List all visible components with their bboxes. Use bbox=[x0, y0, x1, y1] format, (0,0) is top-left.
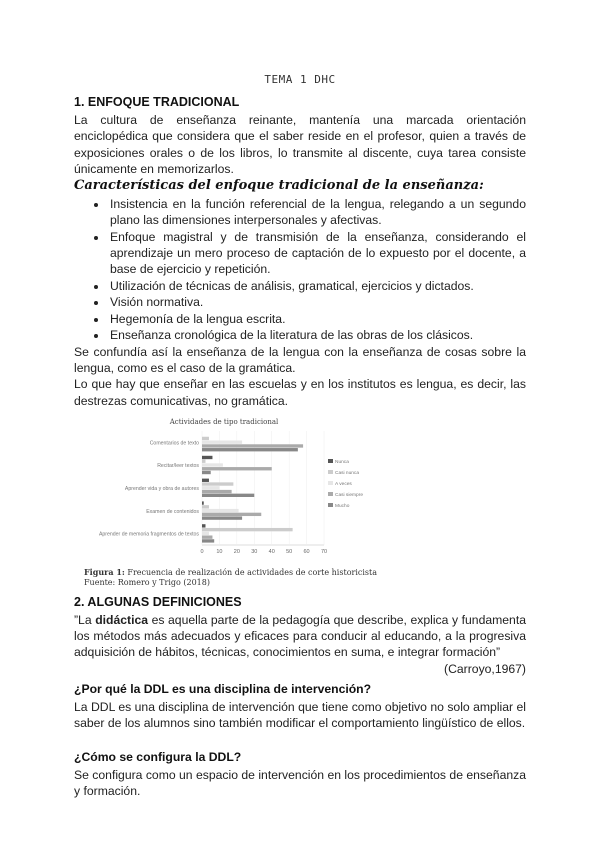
y-category-label: Aprender de memoria fragmentos de textos bbox=[98, 531, 199, 538]
bar bbox=[202, 479, 209, 482]
x-tick-label: 40 bbox=[268, 549, 275, 556]
y-category-label: Comentarios de texto bbox=[149, 440, 199, 447]
bar bbox=[202, 444, 303, 447]
x-tick-label: 20 bbox=[233, 549, 240, 556]
activities-chart bbox=[84, 415, 364, 567]
y-category-label: Recitar/leer textos bbox=[157, 463, 199, 470]
legend-label: Mucho bbox=[335, 504, 350, 510]
document-page bbox=[74, 72, 526, 800]
quote-open: ”La bbox=[74, 612, 96, 627]
bar bbox=[202, 539, 214, 542]
bar bbox=[202, 486, 219, 489]
legend-label: Casi nunca bbox=[335, 471, 359, 477]
answer-2: Se configura como un espacio de intervención en los procedimientos de enseñanza y formación. bbox=[74, 767, 526, 799]
bar bbox=[202, 509, 239, 512]
answer-1: La DDL es una disciplina de intervención que tiene como objetivo no solo ampliar el saber de los alumnos sino también modificar el comportamiento lingüístico de ellos. bbox=[74, 699, 526, 730]
question-1: ¿Por qué la DDL es una disciplina de intervención? bbox=[74, 682, 372, 697]
bar bbox=[202, 528, 293, 531]
list-item: • Utilización de técnicas de análisis, gramatical, ejercicios y dictados. bbox=[108, 278, 526, 294]
bar bbox=[202, 494, 254, 497]
legend-swatch bbox=[328, 470, 333, 474]
caption-source: Fuente: Romero y Trigo (2018) bbox=[84, 578, 210, 588]
quote-citation: (Carroyo,1967) bbox=[444, 661, 526, 676]
list-item: • Insistencia en la función referencial de la lengua, relegando a un segundo plano las dimensiones interpersonales y afectivas. bbox=[108, 196, 526, 229]
bar bbox=[202, 441, 242, 444]
bar bbox=[202, 463, 223, 466]
section1-subtitle: Características del enfoque tradicional de la enseñanza: bbox=[74, 178, 484, 194]
doc-title: TEMA 1 DHC bbox=[264, 73, 336, 86]
section1-intro: La cultura de enseñanza reinante, mantenía una marcada orientación enciclopédica que considera que el saber reside en el profesor, quien a través de exposiciones orales o de los libros, lo transmite al discente, cuya tarea consiste únicamente en memorizarlos. bbox=[74, 112, 526, 177]
legend-label: Casi siempre bbox=[335, 493, 363, 499]
x-tick-label: 10 bbox=[216, 549, 223, 556]
didactica-quote bbox=[74, 612, 526, 661]
quote-rest: es aquella parte de la pedagogía que describe, explica y fundamenta los métodos más adecuados y eficaces para conducir al educando, a la progresiva adquisición de hábitos, técnicas, conocimientos en suma, e integrar formación” bbox=[74, 612, 526, 660]
x-tick-label: 30 bbox=[251, 549, 258, 556]
bar bbox=[202, 448, 298, 451]
section1-heading: 1. ENFOQUE TRADICIONAL bbox=[74, 95, 240, 110]
figure bbox=[74, 415, 526, 567]
caption-label: Figura 1: bbox=[84, 567, 125, 578]
legend-label: A veces bbox=[335, 482, 352, 488]
bar bbox=[202, 482, 233, 485]
bar bbox=[202, 524, 205, 527]
bar bbox=[202, 513, 261, 516]
y-category-label: Aprender vida y obra de autores bbox=[124, 486, 199, 493]
quote-term: didáctica bbox=[95, 612, 149, 627]
y-category-label: Examen de contenidos bbox=[146, 508, 199, 515]
list-item: • Enseñanza cronológica de la literatura de las obras de los clásicos. bbox=[108, 327, 526, 343]
bar bbox=[202, 490, 232, 493]
figure-caption bbox=[84, 567, 526, 588]
bar bbox=[202, 532, 209, 535]
section2-heading: 2. ALGUNAS DEFINICIONES bbox=[74, 595, 242, 610]
bar bbox=[202, 467, 272, 470]
x-tick-label: 60 bbox=[303, 549, 310, 556]
characteristics-list bbox=[74, 196, 526, 344]
bar bbox=[202, 471, 211, 474]
bar bbox=[202, 505, 209, 508]
list-item: • Enfoque magistral y de transmisión de la enseñanza, considerando el aprendizaje un mero proceso de captación de lo expuesto por el docente, a base de ejercicio y repetición. bbox=[108, 229, 526, 278]
list-item: • Hegemonía de la lengua escrita. bbox=[108, 311, 526, 327]
legend-swatch bbox=[328, 459, 333, 463]
bar bbox=[202, 456, 212, 459]
x-tick-label: 50 bbox=[286, 549, 293, 556]
legend-swatch bbox=[328, 503, 333, 507]
x-tick-label: 0 bbox=[200, 549, 204, 556]
legend-swatch bbox=[328, 492, 333, 496]
bar bbox=[202, 517, 242, 520]
section1-para2: Se confundía así la enseñanza de la lengua con la enseñanza de cosas sobre la lengua, como es el caso de la gramática. bbox=[74, 344, 526, 375]
list-item: • Visión normativa. bbox=[108, 294, 526, 310]
bar bbox=[202, 536, 212, 539]
bar bbox=[202, 437, 209, 440]
bar bbox=[202, 460, 205, 463]
x-tick-label: 70 bbox=[320, 549, 328, 556]
question-2: ¿Cómo se configura la DDL? bbox=[74, 750, 242, 765]
legend-label: Nunca bbox=[335, 460, 349, 466]
bar bbox=[202, 502, 204, 505]
legend-swatch bbox=[328, 481, 333, 485]
chart-title: Actividades de tipo tradicional bbox=[169, 418, 279, 427]
section1-para3: Lo que hay que enseñar en las escuelas y en los institutos es lengua, es decir, las destrezas comunicativas, no gramática. bbox=[74, 377, 526, 408]
caption-text: Frecuencia de realización de actividades de corte historicista bbox=[127, 568, 378, 578]
